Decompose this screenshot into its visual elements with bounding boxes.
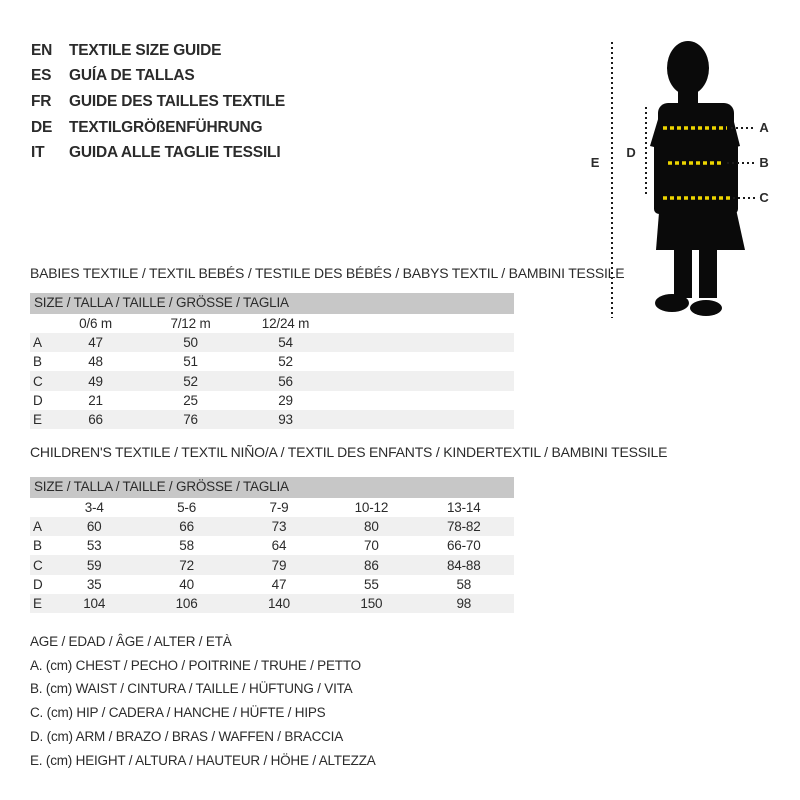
children-size-table: [30, 477, 514, 613]
children-size-header-bar: SIZE / TALLA / TAILLE / GRÖSSE / TAGLIA: [30, 477, 514, 498]
table-cell: 50: [183, 334, 198, 350]
table-cell: 98: [456, 596, 472, 612]
babies-column-header-row: [30, 314, 514, 333]
measure-label-e: E: [590, 155, 600, 170]
measure-label-d: D: [626, 145, 636, 160]
table-row-b: [30, 536, 514, 555]
lang-title: GUIDE DES TAILLES TEXTILE: [69, 92, 286, 110]
table-cell: 80: [364, 518, 379, 534]
table-row-d: [30, 575, 514, 594]
lang-title: TEXTILE SIZE GUIDE: [69, 41, 222, 59]
table-row-a: [30, 517, 514, 536]
lang-code: EN: [31, 41, 53, 59]
column-header: 3-4: [84, 499, 104, 515]
table-cell: 60: [86, 518, 102, 534]
lang-code: ES: [31, 67, 52, 85]
table-cell: 35: [86, 576, 102, 592]
table-cell: 86: [364, 557, 379, 573]
table-cell: 66-70: [446, 538, 481, 554]
table-cell: 52: [278, 354, 293, 370]
column-header: 10-12: [354, 499, 389, 515]
table-cell: 106: [175, 596, 198, 612]
table-row-c: [30, 555, 514, 574]
table-row-a: [30, 333, 514, 352]
table-cell: 29: [278, 392, 293, 408]
table-cell: 72: [179, 557, 194, 573]
table-cell: 48: [88, 354, 103, 370]
row-label: B: [33, 538, 42, 554]
row-label: C: [33, 373, 43, 389]
table-row-e: [30, 410, 514, 429]
table-cell: 104: [83, 596, 106, 612]
table-cell: 59: [86, 557, 102, 573]
table-cell: 53: [86, 538, 102, 554]
lang-row-de: [31, 115, 285, 141]
legend-line-waist: B. (cm) WAIST / CINTURA / TAILLE / HÜFTUNG / VITA: [30, 681, 353, 697]
table-cell: 58: [456, 576, 472, 592]
table-row-d: [30, 391, 514, 410]
table-cell: 64: [271, 538, 287, 554]
lang-row-en: [31, 38, 285, 64]
table-cell: 55: [364, 576, 379, 592]
row-label: C: [33, 557, 43, 573]
column-header: 7/12 m: [170, 315, 211, 331]
babies-section-title: BABIES TEXTILE / TEXTIL BEBÉS / TESTILE DES BÉBÉS / BABYS TEXTIL / BAMBINI TESSILE: [30, 265, 625, 281]
lang-row-it: [31, 140, 285, 166]
language-header: [31, 38, 285, 166]
table-cell: 78-82: [446, 518, 481, 534]
row-label: E: [33, 412, 42, 428]
lang-title: GUÍA DE TALLAS: [69, 67, 195, 85]
column-header: 13-14: [446, 499, 481, 515]
row-label: A: [33, 334, 42, 350]
column-header: 7-9: [269, 499, 289, 515]
table-cell: 40: [179, 576, 194, 592]
table-cell: 56: [278, 373, 293, 389]
row-label: B: [33, 354, 42, 370]
table-cell: 47: [271, 576, 287, 592]
lang-code: FR: [31, 92, 52, 110]
lang-title: TEXTILGRÖßENFÜHRUNG: [69, 118, 263, 136]
legend-line-hip: C. (cm) HIP / CADERA / HANCHE / HÜFTE / HIPS: [30, 705, 326, 721]
row-label: E: [33, 596, 42, 612]
table-cell: 73: [271, 518, 287, 534]
table-cell: 66: [179, 518, 194, 534]
table-cell: 70: [364, 538, 379, 554]
lang-row-fr: [31, 89, 285, 115]
children-section-title: CHILDREN'S TEXTILE / TEXTIL NIÑO/A / TEXTIL DES ENFANTS / KINDERTEXTIL / BAMBINI TESSILE: [30, 444, 668, 460]
column-header: 0/6 m: [79, 315, 112, 331]
table-cell: 52: [183, 373, 198, 389]
child-silhouette: [575, 30, 780, 330]
table-cell: 47: [88, 334, 103, 350]
legend-line-arm: D. (cm) ARM / BRAZO / BRAS / WAFFEN / BRACCIA: [30, 728, 344, 744]
child-silhouette-shape: [650, 41, 745, 316]
measure-label-c: C: [759, 190, 769, 205]
babies-size-header-bar: SIZE / TALLA / TAILLE / GRÖSSE / TAGLIA: [30, 293, 514, 314]
table-cell: 51: [183, 354, 198, 370]
table-cell: 79: [271, 557, 287, 573]
table-row-c: [30, 371, 514, 390]
table-cell: 93: [278, 412, 293, 428]
row-label: D: [33, 576, 43, 592]
lang-code: IT: [31, 144, 45, 162]
lang-row-es: [31, 64, 285, 90]
table-cell: 84-88: [446, 557, 481, 573]
column-header: 5-6: [177, 499, 197, 515]
table-cell: 58: [179, 538, 194, 554]
lang-title: GUIDA ALLE TAGLIE TESSILI: [69, 144, 281, 162]
table-row-e: [30, 594, 514, 613]
table-cell: 54: [278, 334, 293, 350]
measure-label-b: B: [759, 155, 769, 170]
lang-code: DE: [31, 118, 53, 136]
children-column-header-row: [30, 498, 514, 517]
column-header: 12/24 m: [261, 315, 310, 331]
babies-size-table: [30, 293, 514, 429]
table-cell: 76: [183, 412, 198, 428]
table-cell: 150: [360, 596, 383, 612]
measure-label-a: A: [759, 120, 769, 135]
table-cell: 49: [88, 373, 103, 389]
table-cell: 21: [88, 392, 103, 408]
measurement-legend: [30, 630, 376, 772]
legend-line-chest: A. (cm) CHEST / PECHO / POITRINE / TRUHE / PETTO: [30, 657, 361, 673]
row-label: A: [33, 518, 42, 534]
table-cell: 140: [268, 596, 290, 612]
row-label: D: [33, 392, 43, 408]
table-cell: 25: [183, 392, 198, 408]
table-cell: 66: [88, 412, 103, 428]
table-row-b: [30, 352, 514, 371]
legend-line-age: AGE / EDAD / ÂGE / ALTER / ETÀ: [30, 634, 232, 649]
legend-line-height: E. (cm) HEIGHT / ALTURA / HAUTEUR / HÖHE / ALTEZZA: [30, 752, 376, 768]
